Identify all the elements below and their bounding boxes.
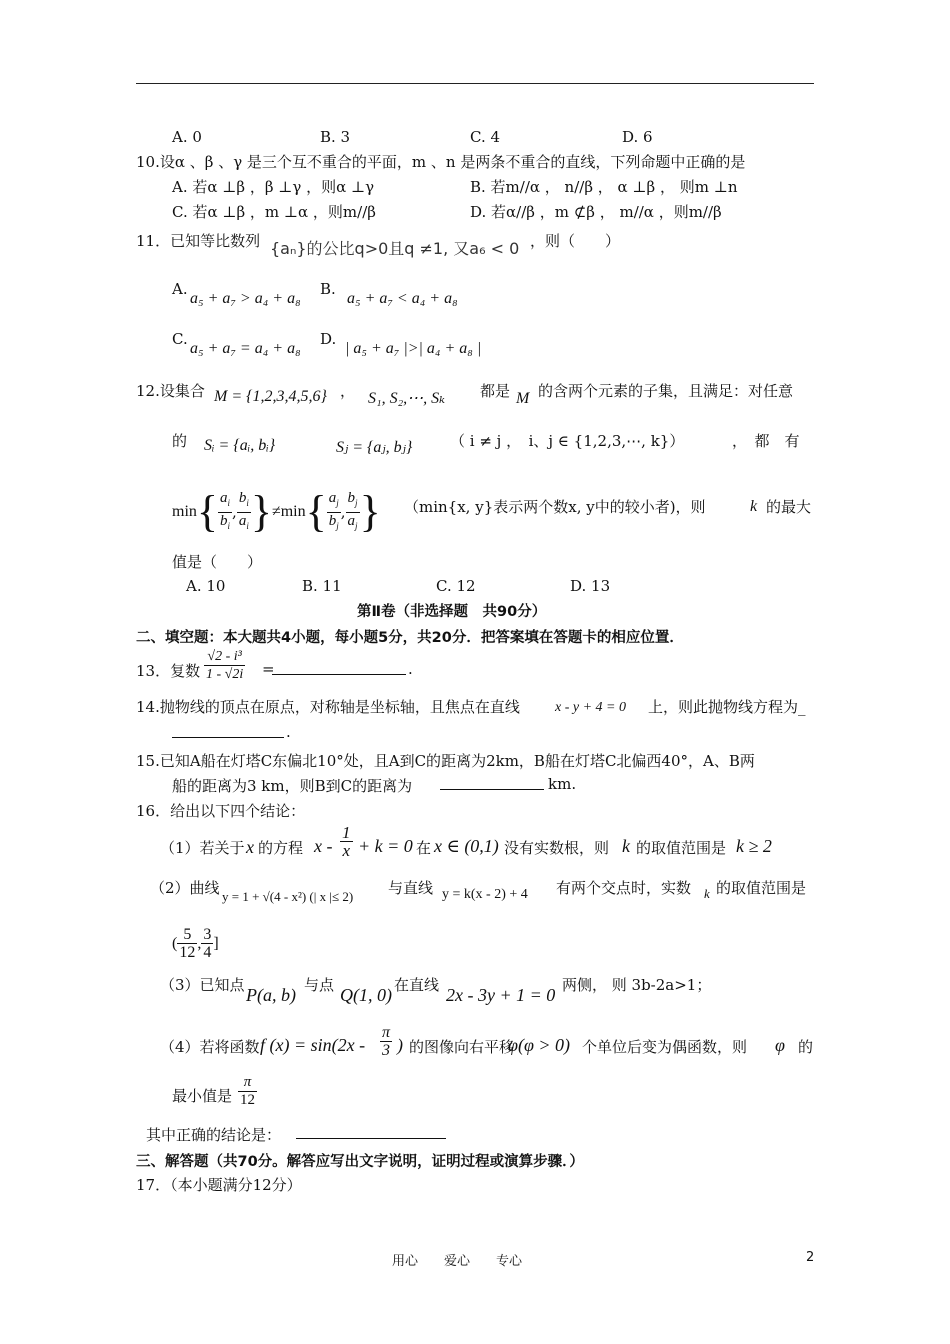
q12-line3-c: 的最大 xyxy=(766,498,812,516)
q16-c4-f: f (x) = sin(2x - xyxy=(260,1035,366,1055)
q16-c3-q: Q(1, 0) xyxy=(340,985,392,1005)
q12-option-a: A. 10 xyxy=(186,577,226,595)
brace-open-right: { xyxy=(305,487,327,536)
q16-c4-b: 的图像向右平移 xyxy=(409,1038,515,1056)
q12-min-left: min xyxy=(172,503,197,520)
q16-c2-f2-den: 4 xyxy=(203,944,212,961)
q9-option-c: C. 4 xyxy=(470,128,501,146)
q13-tail: . xyxy=(408,660,413,678)
q12-option-c: C. 12 xyxy=(436,577,476,595)
q16-c3-p: P(a, b) xyxy=(246,985,296,1005)
q16-c2-close: ] xyxy=(213,934,219,952)
q16-c4-frac-den: 3 xyxy=(382,1042,390,1059)
q11-condition: {aₙ}的公比q>0且q ≠1, 又a₆ < 0 xyxy=(270,239,520,258)
q16-c4-c: 个单位后变为偶函数，则 xyxy=(582,1038,748,1056)
q16-c1-range: k ≥ 2 xyxy=(736,836,772,856)
q10-stem: 10.设α 、β 、γ 是三个互不重合的平面，m 、n 是两条不重合的直线，下列命题中正确的是 xyxy=(136,153,746,171)
q12-line3-b: （min{x, y}表示两个数x, y中的较小者)，则 xyxy=(404,498,706,516)
q16-c3-c: 在直线 xyxy=(394,976,440,994)
q12-min-expression: min { $\frac{a_i}{b_i}$ , $\frac{b_i}{a_i}$ } ≠min { $\frac{a_j}{b_j}$ , $\frac{b_j}{a_j}$ } xyxy=(172,487,381,536)
part2-title: 第Ⅱ卷（非选择题 共90分） xyxy=(357,604,547,620)
q13-eq: = xyxy=(262,660,275,678)
q12-line1-a: 12.设集合 xyxy=(136,382,205,400)
q15-answer-blank[interactable] xyxy=(440,775,544,790)
brace-close-left: } xyxy=(250,487,272,536)
q16-c1-eq-b: + k = 0 xyxy=(358,836,413,856)
q16-c1-k: k xyxy=(622,836,630,856)
q10-option-d: D. 若α//β ，m ⊄β ， m//α ，则m//β xyxy=(470,203,722,221)
q16-c4-result xyxy=(238,1074,257,1109)
q15-line2-a: 船的距离为3 km，则B到C的距离为 xyxy=(172,777,413,795)
q9-option-a: A. 0 xyxy=(172,128,202,146)
q16-c1-frac-num: 1 xyxy=(342,823,351,842)
q16-c2-f1-num: 5 xyxy=(177,926,197,944)
q13-num: √2 - i³ xyxy=(204,648,245,666)
q13-label: 13．复数 xyxy=(136,662,201,680)
q16-c4-frac xyxy=(380,1024,392,1059)
frac-bj-aj: $\frac{b_j}{a_j}$ xyxy=(347,489,358,531)
q16-c1-d: 没有实数根，则 xyxy=(504,839,610,857)
q16-c2-b: 与直线 xyxy=(388,879,434,897)
q11-option-b-label: B. xyxy=(320,280,336,298)
q12-line2-a: 的 xyxy=(172,432,188,450)
q9-option-d: D. 6 xyxy=(622,128,653,146)
q16-c1-x: x xyxy=(246,837,254,857)
q11-option-c: a₅ + a₇ = a₄ + a₈ xyxy=(190,340,301,357)
q16-conclusion: 其中正确的结论是： xyxy=(146,1126,282,1144)
q14-line: x - y + 4 = 0 xyxy=(555,700,626,715)
q16-c4-phi2: φ xyxy=(775,1035,785,1055)
footer-slogan: 用心 爱心 专心 xyxy=(392,1254,523,1269)
q16-c2-d: 的取值范围是 xyxy=(716,879,807,897)
q13-den: 1 - √2i xyxy=(206,667,244,682)
q12-line1-d: 的含两个元素的子集，且满足：对任意 xyxy=(538,382,794,400)
q10-option-c: C. 若α ⊥β ，m ⊥α ，则m//β xyxy=(172,203,376,221)
q14-tail: 上，则此抛物线方程为_ xyxy=(648,698,806,716)
q9-option-b: B. 3 xyxy=(320,128,351,146)
q11-stem: 11．已知等比数列 xyxy=(136,232,261,250)
q12-set-m: M = {1,2,3,4,5,6} xyxy=(214,388,327,405)
brace-close-right: } xyxy=(359,487,381,536)
q16-c4-a: （4）若将函数 xyxy=(160,1038,260,1056)
q12-m: M xyxy=(516,390,530,407)
q12-line1-c: 都是 xyxy=(480,382,511,400)
q15-line2-b: km. xyxy=(548,775,577,793)
q16-c3-a: （3）已知点 xyxy=(160,976,245,994)
q16-c2-a: （2）曲线 xyxy=(150,879,220,897)
q14-answer-blank[interactable] xyxy=(172,723,284,738)
q16-c4-e: 最小值是 xyxy=(172,1087,233,1105)
q16-c2-comma: , xyxy=(197,934,202,952)
frac-ai-bi: $\frac{a_i}{b_i}$ xyxy=(220,489,231,531)
q12-subsets: S₁, S₂,⋯, Sₖ xyxy=(368,390,445,407)
q16-c3-line: 2x - 3y + 1 = 0 xyxy=(446,985,556,1005)
q16-c4-d: 的 xyxy=(798,1038,814,1056)
q16-c2-f1-den: 12 xyxy=(179,944,196,961)
q16-c4-frac-num: π xyxy=(382,1024,391,1041)
q16-c1-frac-den: x xyxy=(342,841,351,860)
q12-line1-b: ， xyxy=(340,382,356,400)
q11-option-a-label: A. xyxy=(172,280,188,298)
q11-option-a: a₅ + a₇ > a₄ + a₈ xyxy=(190,290,301,307)
q13-answer-blank[interactable] xyxy=(272,660,406,675)
q11-option-b: a₅ + a₇ < a₄ + a₈ xyxy=(347,290,458,307)
brace-open-left: { xyxy=(196,487,219,536)
q16-c3-b: 与点 xyxy=(304,976,335,994)
q16-c1-domain: x ∈ (0,1) xyxy=(434,836,499,856)
q11-option-c-label: C. xyxy=(172,330,188,348)
q16-c2-range xyxy=(172,926,219,961)
q11-tail: ，则（ ） xyxy=(530,232,621,250)
q11-option-d: | a₅ + a₇ |>| a₄ + a₈ | xyxy=(345,340,482,357)
q10-option-a: A. 若α ⊥β ，β ⊥γ ，则α ⊥γ xyxy=(172,178,375,196)
q14-text: 14.抛物线的顶点在原点，对称轴是坐标轴，且焦点在直线 xyxy=(136,698,520,716)
frac-bi-ai: $\frac{b_i}{a_i}$ xyxy=(238,489,249,531)
q16-c1-c: 在 xyxy=(416,839,432,857)
q12-k: k xyxy=(750,498,758,515)
q15-line1: 15.已知A船在灯塔C东偏北10°处，且A到C的距离为2km，B船在灯塔C北偏西40°，A、B两 xyxy=(136,752,755,770)
q16-c2-k: k xyxy=(704,886,710,901)
page-number: 2 xyxy=(806,1250,815,1265)
section3-heading: 三、解答题（共70分。解答应写出文字说明，证明过程或演算步骤．） xyxy=(136,1154,584,1170)
q14-end: . xyxy=(286,723,291,741)
q16-c4-result-den: 12 xyxy=(240,1092,255,1108)
q12-condition: （ i ≠ j ， i、j ∈ {1,2,3,⋯, k}） xyxy=(450,432,685,450)
q16-c1-a: （1）若关于 xyxy=(160,839,245,857)
q16-c2-f2-num: 3 xyxy=(203,926,212,943)
q10-option-b: B. 若m//α ， n//β ， α ⊥β ， 则m ⊥n xyxy=(470,178,738,196)
q16-stem: 16．给出以下四个结论： xyxy=(136,802,306,820)
q16-c2-open: ( xyxy=(172,934,178,952)
q12-si: Sᵢ = {aᵢ, bᵢ} xyxy=(204,437,276,454)
q17-label: 17．（本小题满分12分） xyxy=(136,1176,302,1194)
q11-option-d-label: D. xyxy=(320,330,337,348)
q12-line2-b: ， 都 有 xyxy=(732,432,800,450)
q16-c2-curve: y = 1 + √(4 - x²) (| x |≤ 2) xyxy=(222,889,354,904)
q16-answer-blank[interactable] xyxy=(296,1124,446,1139)
q16-c4-close: ) xyxy=(397,1035,403,1055)
q13-fraction xyxy=(204,648,245,683)
q16-c2-c: 有两个交点时，实数 xyxy=(556,879,692,897)
q16-c1-fraction xyxy=(340,824,353,859)
q16-c4-phi: φ(φ > 0) xyxy=(508,1035,571,1055)
q12-option-b: B. 11 xyxy=(302,577,342,595)
q12-option-d: D. 13 xyxy=(570,577,611,595)
q12-line4: 值是（ ） xyxy=(172,553,263,571)
q16-c1-eq-a: x - xyxy=(314,836,333,856)
q12-min-right: ≠min xyxy=(271,503,306,520)
section2-heading: 二、填空题：本大题共4小题，每小题5分，共20分．把答案填在答题卡的相应位置． xyxy=(136,630,684,646)
header-rule xyxy=(136,83,814,84)
q16-c2-line: y = k(x - 2) + 4 xyxy=(442,887,528,902)
q12-sj: Sⱼ = {aⱼ, bⱼ} xyxy=(336,439,413,456)
q16-c4-result-num: π xyxy=(238,1074,257,1092)
q16-c3-d: 两侧， 则 3b-2a>1； xyxy=(562,976,712,994)
q16-c1-b: 的方程 xyxy=(258,839,304,857)
q16-c1-e: 的取值范围是 xyxy=(636,839,727,857)
frac-aj-bj: $\frac{a_j}{b_j}$ xyxy=(328,489,339,531)
